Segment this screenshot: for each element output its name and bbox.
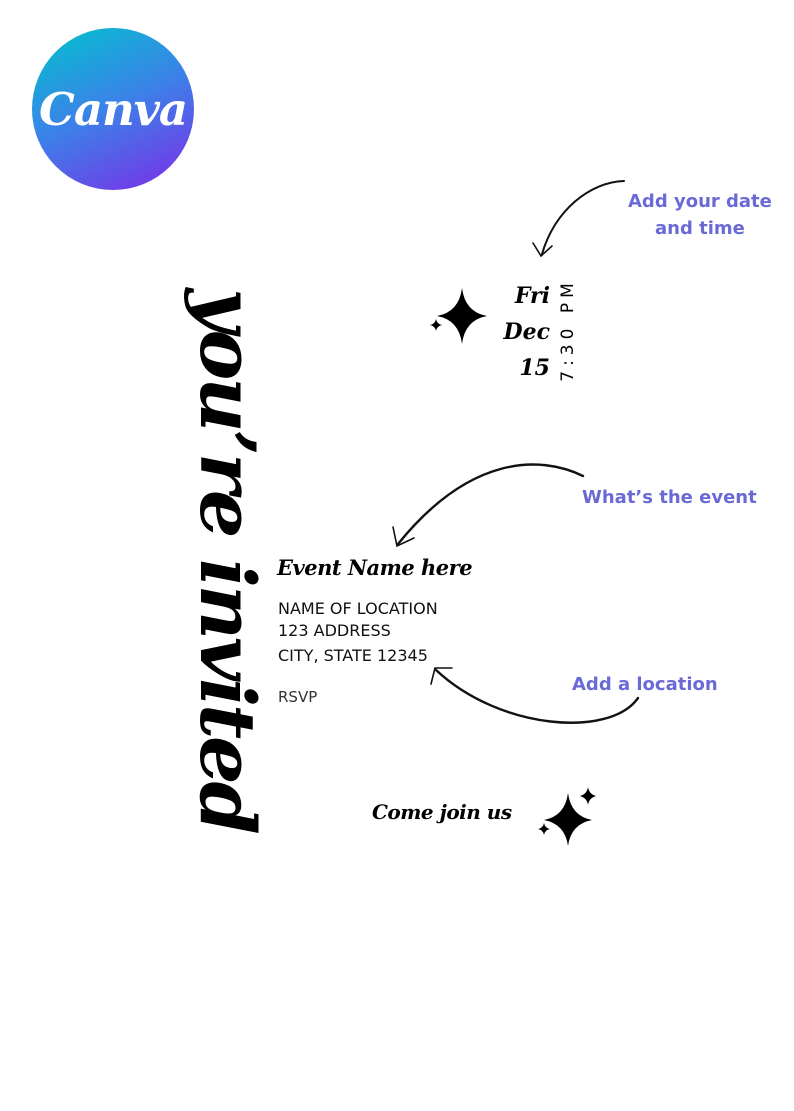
sparkle-small-icon — [580, 787, 596, 805]
sparkle-small-icon — [538, 823, 550, 835]
event-hint: What’s the event — [582, 487, 757, 508]
date-month: Dec — [503, 319, 550, 345]
location-hint: Add a location — [572, 674, 718, 695]
location-arrow-icon — [436, 670, 638, 723]
location-name: NAME OF LOCATION — [278, 599, 438, 618]
date-number: 15 — [519, 355, 550, 381]
event-time: 7:30 PM — [558, 278, 578, 382]
date-arrow-icon — [542, 181, 624, 254]
event-arrow-icon — [398, 465, 583, 544]
location-address: 123 ADDRESS — [278, 621, 391, 640]
location-city: CITY, STATE 12345 — [278, 646, 428, 665]
date-day: Fri — [514, 283, 550, 309]
sparkle-small-icon — [430, 319, 442, 331]
date-hint-line1: Add your date — [628, 191, 772, 212]
sparkle-icon — [437, 288, 487, 344]
rsvp-label: RSVP — [278, 688, 318, 706]
closing-text: Come join us — [372, 800, 512, 824]
invitation-title: you’re invited — [183, 288, 272, 832]
logo-text: Canva — [39, 82, 187, 136]
sparkle-icon — [544, 793, 592, 846]
event-name: Event Name here — [277, 555, 473, 580]
date-hint-line2: and time — [655, 218, 745, 239]
